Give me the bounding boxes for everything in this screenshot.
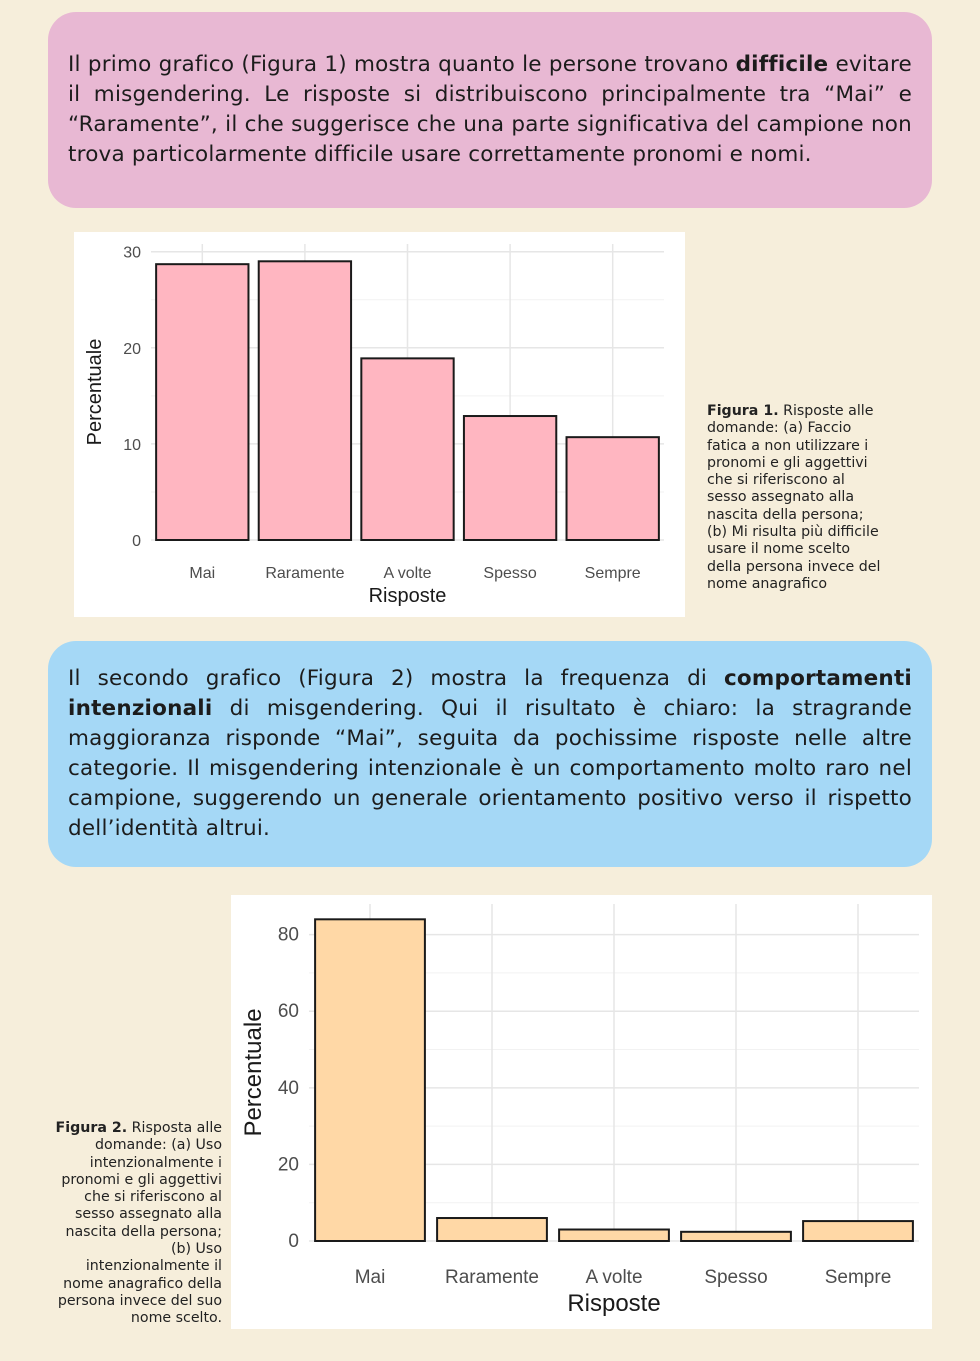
chart2-x-tick-label: Raramente [445,1267,539,1288]
paragraph-2-bold: comportamenti intenzionali [68,666,912,721]
chart1-bar-mai [156,264,248,540]
chart2-y-tick-label: 80 [277,924,299,946]
chart1-bar-raramente [259,261,351,540]
chart1-bar-a-volte [361,358,453,540]
figure-2-caption [50,1120,222,1328]
chart1-x-tick-label: Mai [189,565,216,582]
figure-2-caption-label: Figura 2. [55,1120,128,1136]
figure-2-caption-text: Risposta alle domande: (a) Uso intenzionalmente i pronomi e gli aggettivi che si riferiscono al sesso assegnato alla nascita della persona; (b) Uso intenzionalmente il nome anagrafico della persona invece del suo nome scelto. [57,1120,222,1327]
chart1-y-tick-label: 30 [123,244,141,262]
chart1-y-tick-label: 10 [123,436,141,454]
intro-paragraph-2 [68,664,912,844]
chart1-x-tick-label: Spesso [483,565,537,582]
paragraph-2-text-start: Il secondo grafico (Figura 2) mostra la frequenza di [68,666,724,691]
figure-1-caption-text: Risposte alle domande: (a) Faccio fatica a non utilizzare i pronomi e gli aggettivi che si riferiscono al sesso assegnato alla nascita della persona; (b) Mi risulta più difficile usare il nome scelto della persona invece del nome anagrafico [707,403,881,592]
figure-1-svg [74,232,685,617]
chart1-y-tick-label: 0 [132,533,141,550]
chart1-y-axis-title: Percentuale [84,338,106,446]
chart2-x-tick-label: A volte [585,1267,643,1288]
chart2-y-tick-label: 0 [288,1231,299,1252]
intro-text-box-2 [48,641,932,867]
intro-text-box-1 [48,12,932,208]
chart2-x-axis-title: Risposte [567,1290,661,1317]
chart2-bar-mai [315,919,425,1241]
chart2-x-tick-label: Sempre [824,1267,892,1288]
chart1-x-tick-label: Sempre [584,565,641,582]
chart2-x-tick-label: Mai [354,1267,386,1288]
figure-1-caption-label: Figura 1. [707,403,779,419]
chart2-bar-a-volte [559,1230,669,1241]
paragraph-1-bold: difficile [735,52,829,77]
paragraph-1-text-start: Il primo grafico (Figura 1) mostra quanto le persone trovano [68,52,736,77]
chart1-bar-spesso [464,416,556,540]
chart2-y-tick-label: 40 [277,1077,299,1099]
chart2-bar-spesso [681,1232,791,1241]
chart2-y-tick-label: 20 [277,1154,299,1176]
chart2-x-tick-label: Spesso [704,1267,768,1288]
figure-2-svg [231,895,932,1329]
paragraph-1-text-end: evitare il misgendering. Le risposte si distribuiscono principalmente tra “Mai” e “Raramente”, il che suggerisce che una parte significativa del campione non trova particolarmente difficile usare correttamente pronomi e nomi. [68,52,912,167]
chart1-bar-sempre [567,437,659,540]
chart1-x-tick-label: Raramente [265,565,345,582]
chart1-x-tick-label: A volte [383,565,432,582]
paragraph-2-text-end: di misgendering. Qui il risultato è chiaro: la stragrande maggioranza risponde “Mai”, seguita da pochissime risposte nelle altre categorie. Il misgendering intenzionale è un comportamento molto raro nel campione, suggerendo un generale orientamento positivo verso il rispetto dell’identità altrui. [68,696,912,841]
figure-1-caption [707,403,885,593]
intro-paragraph-1 [68,50,912,170]
chart1-x-axis-title: Risposte [368,585,447,607]
figure-2-chart [231,895,932,1329]
chart2-bar-sempre [803,1221,913,1241]
figure-1-chart [74,232,685,617]
chart2-y-tick-label: 60 [277,1001,299,1023]
chart2-bar-raramente [437,1218,547,1241]
chart2-y-axis-title: Percentuale [240,1008,267,1137]
chart1-y-tick-label: 20 [123,340,141,358]
